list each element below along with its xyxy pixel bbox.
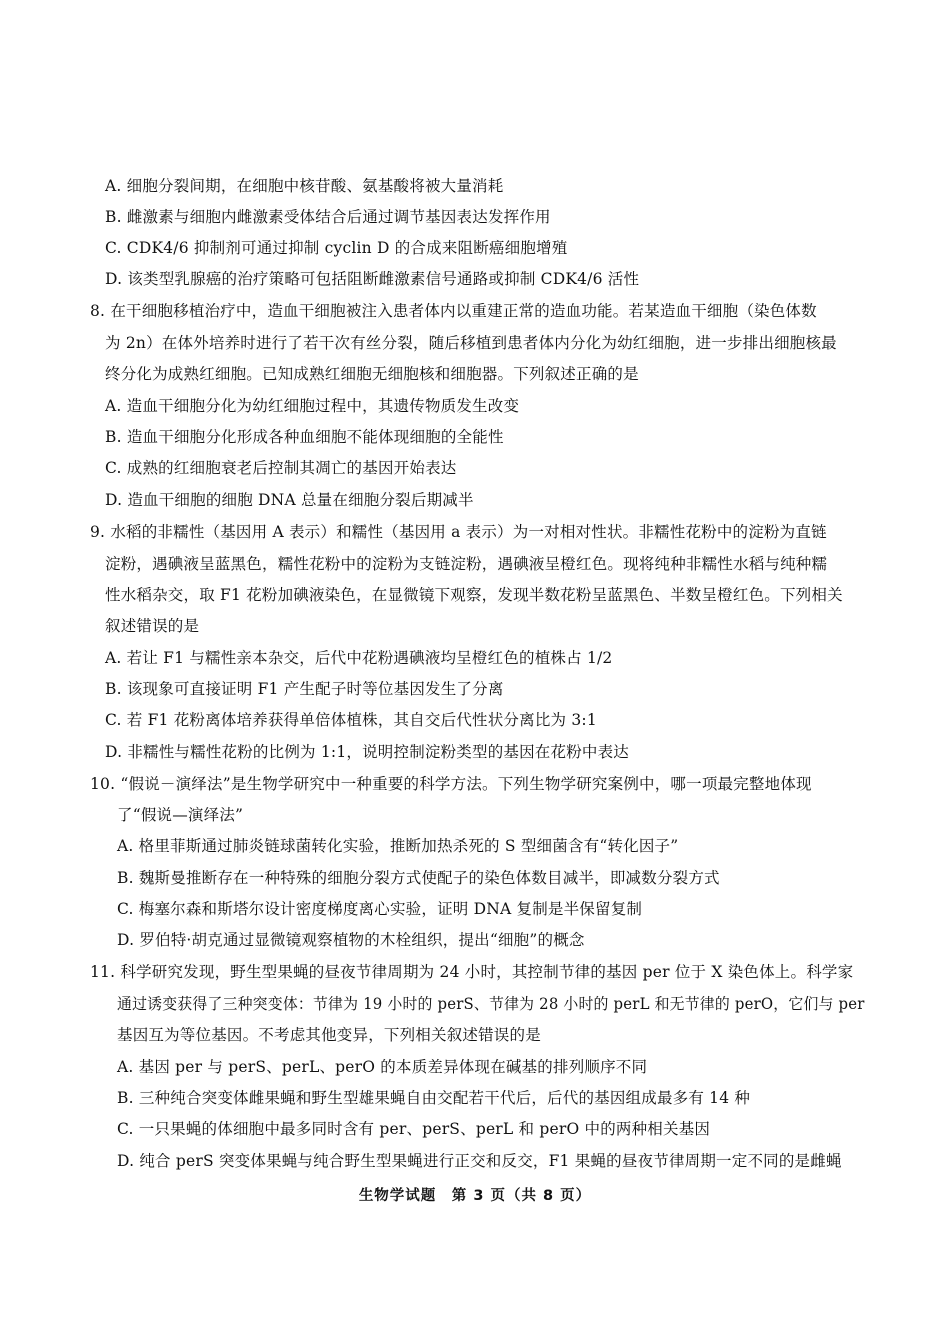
q9-stem-line-3: 性水稻杂交，取 F1 花粉加碘液染色，在显微镜下观察，发现半数花粉呈蓝黑色、半数呈橙红色。下列相关 [105,586,843,604]
q8-stem-line-3: 终分化为成熟红细胞。已知成熟红细胞无细胞核和细胞器。下列叙述正确的是 [105,365,639,383]
q7-option-a: A. 细胞分裂间期，在细胞中核苷酸、氨基酸将被大量消耗 [105,177,504,195]
q8-stem-line-2: 为 2n）在体外培养时进行了若干次有丝分裂，随后移植到患者体内分化为幼红细胞，进一步排出细胞核最 [105,334,837,352]
q11-option-d: D. 纯合 perS 突变体果蝇与纯合野生型果蝇进行正交和反交，F1 果蝇的昼夜节律周期一定不同的是雌蝇 [117,1152,842,1170]
q9-stem-line-1: 9. 水稻的非糯性（基因用 A 表示）和糯性（基因用 a 表示）为一对相对性状。非糯性花粉中的淀粉为直链 [90,523,827,541]
q11-option-b: B. 三种纯合突变体雌果蝇和野生型雄果蝇自由交配若干代后，后代的基因组成最多有 14 种 [117,1089,751,1107]
q7-option-b: B. 雌激素与细胞内雌激素受体结合后通过调节基因表达发挥作用 [105,208,551,226]
q10-option-c: C. 梅塞尔森和斯塔尔设计密度梯度离心实验，证明 DNA 复制是半保留复制 [117,900,643,918]
q11-stem-line-1: 11. 科学研究发现，野生型果蝇的昼夜节律周期为 24 小时，其控制节律的基因 per 位于 X 染色体上。科学家 [90,963,854,981]
q9-option-c: C. 若 F1 花粉离体培养获得单倍体植株，其自交后代性状分离比为 3:1 [105,711,597,729]
q8-option-c: C. 成熟的红细胞衰老后控制其凋亡的基因开始表达 [105,459,457,477]
q8-option-a: A. 造血干细胞分化为幼红细胞过程中，其遗传物质发生改变 [105,397,520,415]
q8-option-b: B. 造血干细胞分化形成各种血细胞不能体现细胞的全能性 [105,428,504,446]
q9-stem-line-4: 叙述错误的是 [105,617,200,635]
q11-option-a: A. 基因 per 与 perS、perL、perO 的本质差异体现在碱基的排列顺序不同 [117,1058,648,1076]
q8-stem-line-1: 8. 在干细胞移植治疗中，造血干细胞被注入患者体内以重建正常的造血功能。若某造血干细胞（染色体数 [90,302,817,320]
q10-option-d: D. 罗伯特·胡克通过显微镜观察植物的木栓组织，提出“细胞”的概念 [117,931,585,949]
q8-option-d: D. 造血干细胞的细胞 DNA 总量在细胞分裂后期减半 [105,491,474,509]
q11-stem-line-3: 基因互为等位基因。不考虑其他变异，下列相关叙述错误的是 [117,1026,541,1044]
q9-option-a: A. 若让 F1 与糯性亲本杂交，后代中花粉遇碘液均呈橙红色的植株占 1/2 [105,649,613,667]
q10-stem-line-1: 10. “假说－演绎法”是生物学研究中一种重要的科学方法。下列生物学研究案例中，哪一项最完整地体现 [90,775,812,793]
q9-option-d: D. 非糯性与糯性花粉的比例为 1:1，说明控制淀粉类型的基因在花粉中表达 [105,743,630,761]
q10-option-b: B. 魏斯曼推断存在一种特殊的细胞分裂方式使配子的染色体数目减半，即减数分裂方式 [117,869,720,887]
q11-option-c: C. 一只果蝇的体细胞中最多同时含有 per、perS、perL 和 perO 中的两种相关基因 [117,1120,711,1138]
q9-option-b: B. 该现象可直接证明 F1 产生配子时等位基因发生了分离 [105,680,504,698]
q7-option-d: D. 该类型乳腺癌的治疗策略可包括阻断雌激素信号通路或抑制 CDK4/6 活性 [105,270,640,288]
q7-option-c: C. CDK4/6 抑制剂可通过抑制 cyclin D 的合成来阻断癌细胞增殖 [105,239,568,257]
q10-option-a: A. 格里菲斯通过肺炎链球菌转化实验，推断加热杀死的 S 型细菌含有“转化因子” [117,837,679,855]
page-footer: 生物学试题 第 3 页（共 8 页） [358,1188,592,1204]
q9-stem-line-2: 淀粉，遇碘液呈蓝黑色，糯性花粉中的淀粉为支链淀粉，遇碘液呈橙红色。现将纯种非糯性水稻与纯种糯 [105,555,828,573]
q11-stem-line-2: 通过诱变获得了三种突变体：节律为 19 小时的 perS、节律为 28 小时的 perL 和无节律的 perO，它们与 per [117,995,865,1013]
q10-stem-line-2: 了“假说—演绎法” [117,806,244,824]
